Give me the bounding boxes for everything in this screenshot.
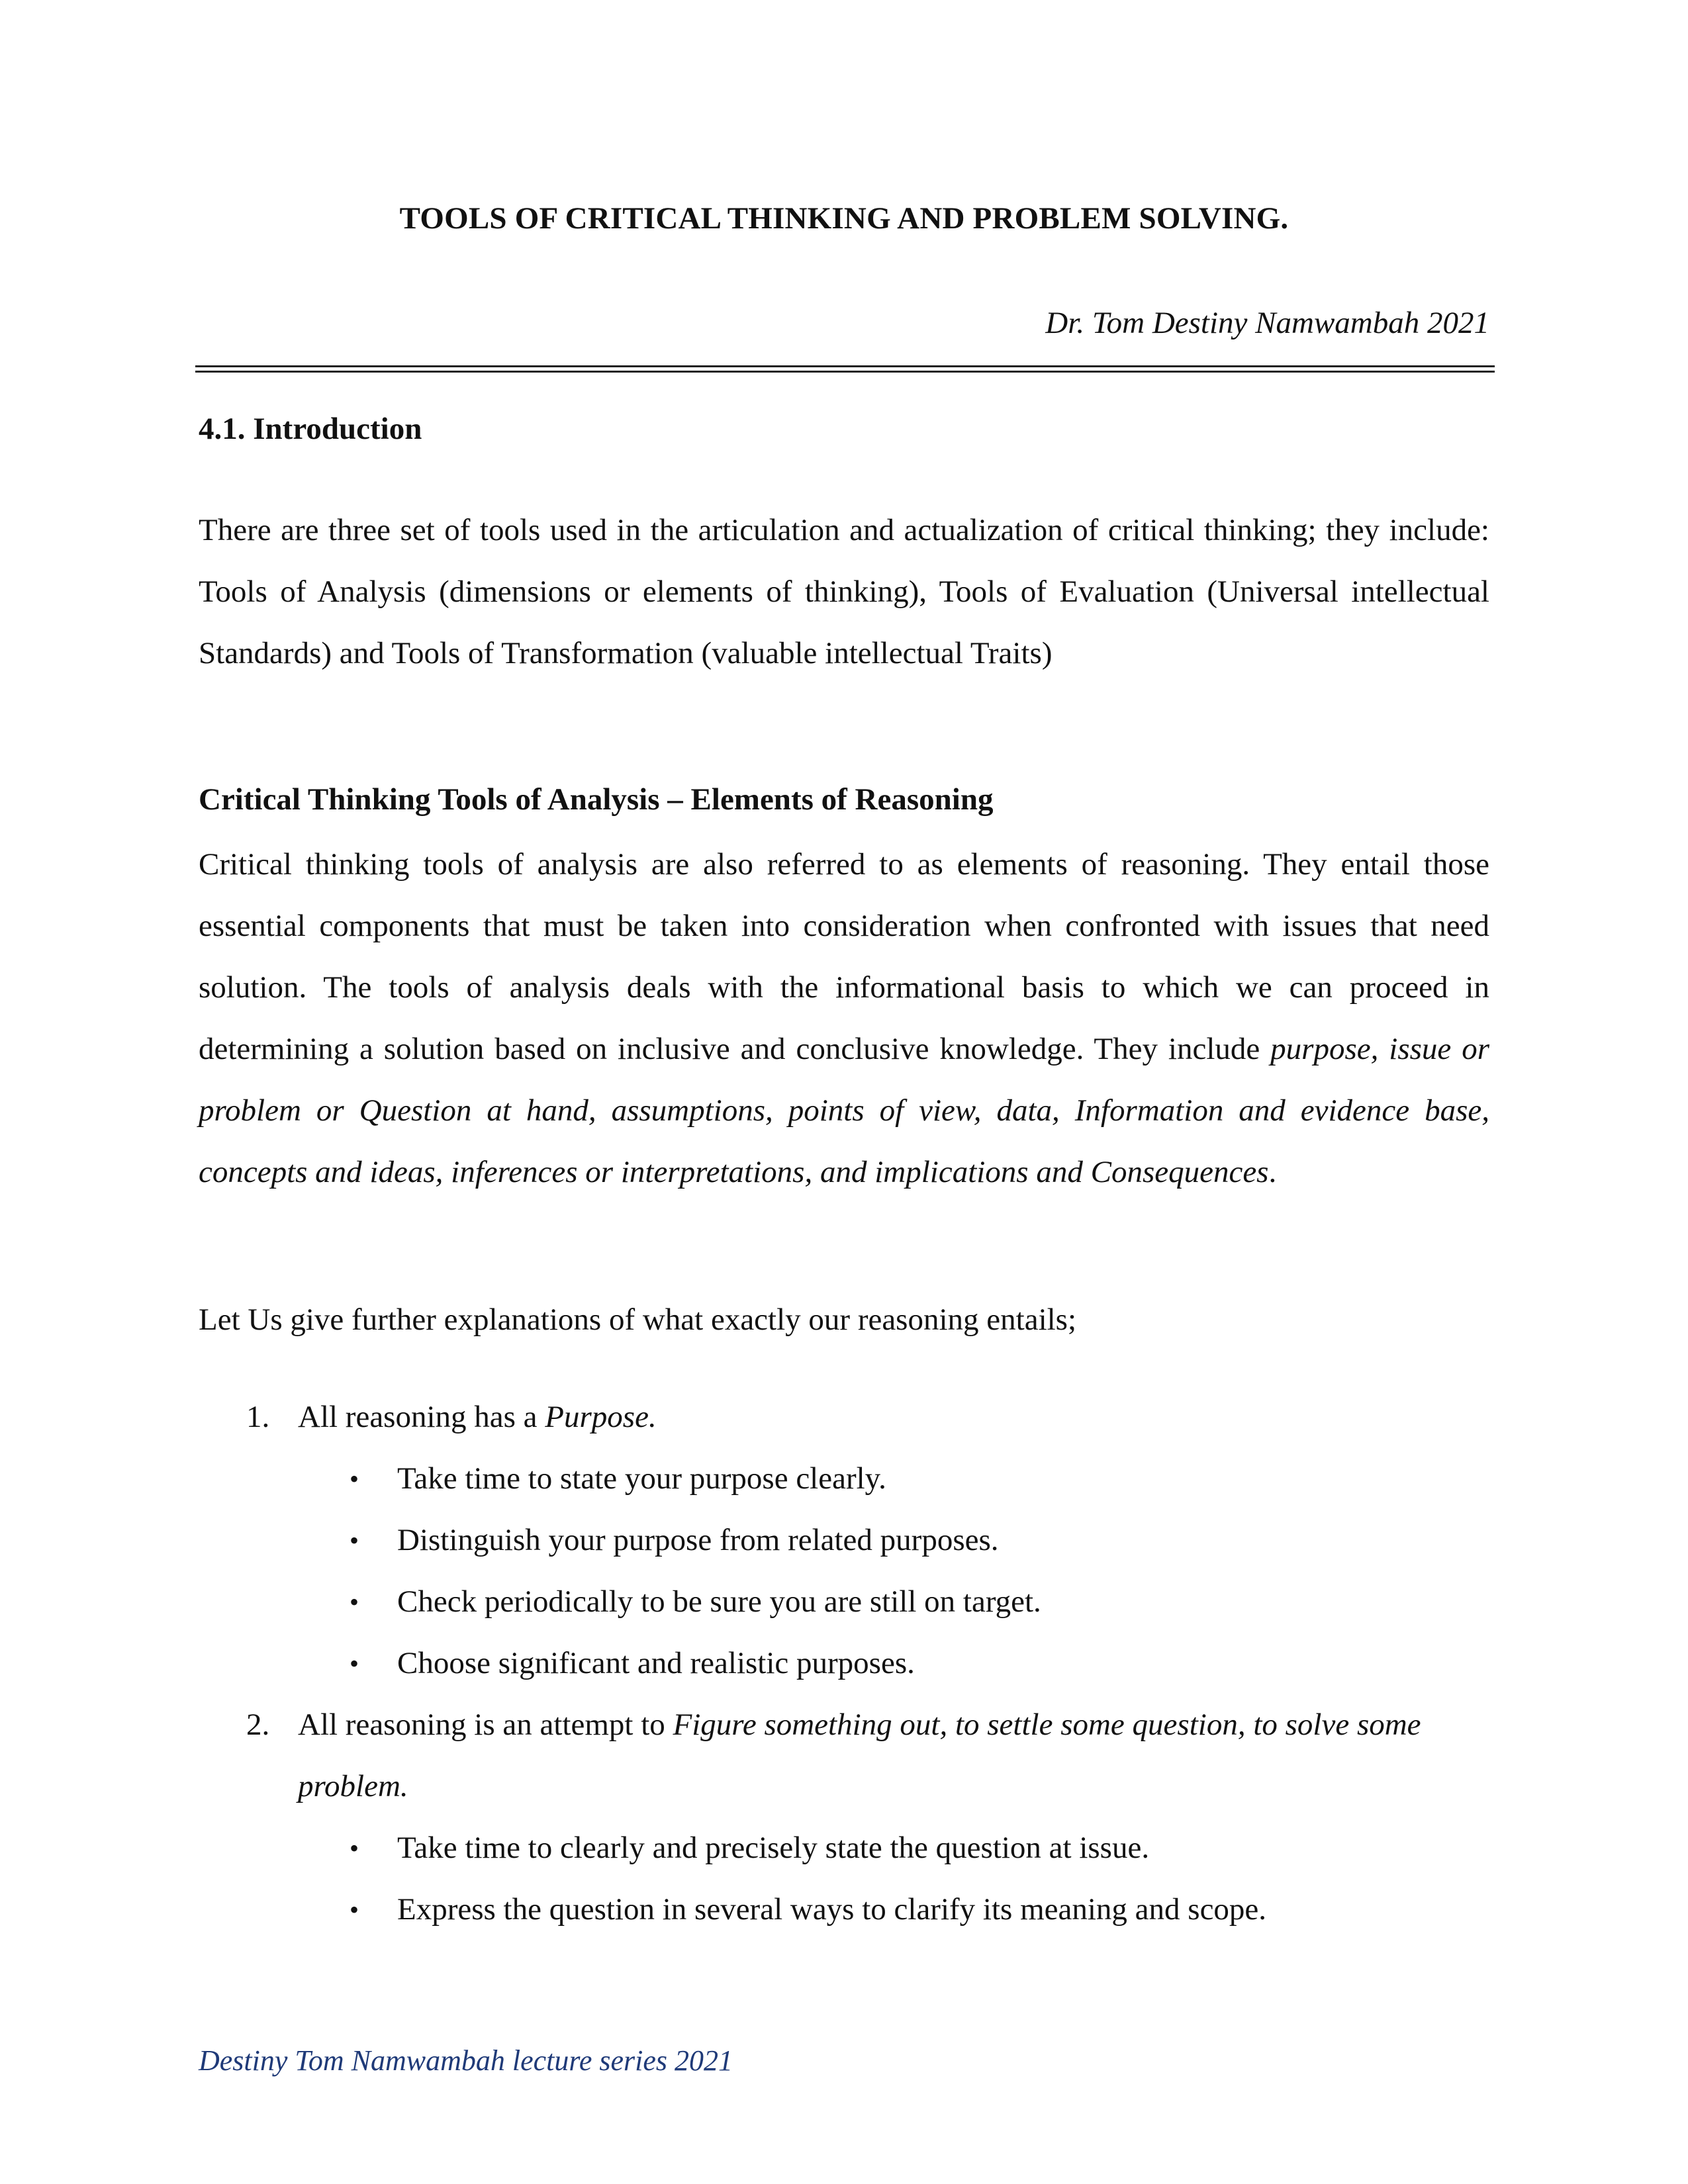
- bullet-icon: •: [350, 1649, 359, 1678]
- bullet-item: [199, 1571, 1489, 1633]
- list-item-italic: Figure something out, to settle some question, to solve some problem.: [298, 1707, 1421, 1803]
- bullet-item: [199, 1633, 1489, 1694]
- list-item-number: 1.: [246, 1400, 270, 1434]
- lead-paragraph: Let Us give further explanations of what exactly our reasoning entails;: [199, 1302, 1077, 1337]
- list-item-text: All reasoning is an attempt to: [298, 1707, 673, 1742]
- header-rule-bottom: [195, 371, 1495, 373]
- sub-heading: Critical Thinking Tools of Analysis – Elements of Reasoning: [199, 782, 994, 817]
- bullet-icon: •: [350, 1833, 359, 1863]
- list-item: [199, 1694, 1489, 1817]
- bullet-item: [199, 1817, 1489, 1879]
- list-item: [199, 1387, 1489, 1448]
- bullet-item: [199, 1879, 1489, 1940]
- analysis-paragraph-text: Critical thinking tools of analysis are also referred to as elements of reasoning. They entail those essential components that must be taken into consideration when confronted with issues that need solution. The tools of analysis deals with the informational basis to which we can proceed in determining a solution based on inclusive and conclusive knowledge. They include: [199, 847, 1489, 1066]
- list-item-text: All reasoning has a: [298, 1400, 545, 1434]
- analysis-paragraph-italic: purpose, issue or problem or Question at hand, assumptions, points of view, data, Information and evidence base, concepts and ideas, inferences or interpretations, and implications and Consequences: [199, 1032, 1490, 1189]
- analysis-paragraph: [199, 834, 1489, 1203]
- author-line: Dr. Tom Destiny Namwambah 2021: [1045, 306, 1489, 340]
- list-item-number: 2.: [246, 1707, 270, 1742]
- bullet-item: [199, 1448, 1489, 1510]
- bullet-text: Choose significant and realistic purposes.: [397, 1646, 915, 1680]
- section-heading: 4.1. Introduction: [199, 412, 422, 446]
- bullet-item: [199, 1510, 1489, 1571]
- page-footer: Destiny Tom Namwambah lecture series 2021: [199, 2044, 733, 2077]
- bullet-text: Check periodically to be sure you are still on target.: [397, 1584, 1041, 1619]
- bullet-text: Take time to state your purpose clearly.: [397, 1461, 886, 1496]
- intro-paragraph: There are three set of tools used in the articulation and actualization of critical thinking; they include: Tools of Analysis (dimensions or elements of thinking), Tools of Evaluation (Universal intellectual Standards) and Tools of Transformation (valuable intellectual Traits): [199, 513, 1489, 670]
- list-item-italic: Purpose.: [545, 1400, 657, 1434]
- bullet-icon: •: [350, 1587, 359, 1617]
- bullet-text: Take time to clearly and precisely state the question at issue.: [397, 1831, 1150, 1865]
- reasoning-list: [199, 1387, 1489, 1940]
- header-rule-top: [195, 365, 1495, 367]
- bullet-icon: •: [350, 1895, 359, 1925]
- bullet-text: Express the question in several ways to clarify its meaning and scope.: [397, 1892, 1267, 1927]
- document-title: TOOLS OF CRITICAL THINKING AND PROBLEM SOLVING.: [399, 201, 1289, 236]
- bullet-icon: •: [350, 1525, 359, 1555]
- bullet-text: Distinguish your purpose from related purposes.: [397, 1523, 999, 1557]
- analysis-paragraph-end: .: [1268, 1155, 1277, 1189]
- bullet-icon: •: [350, 1464, 359, 1494]
